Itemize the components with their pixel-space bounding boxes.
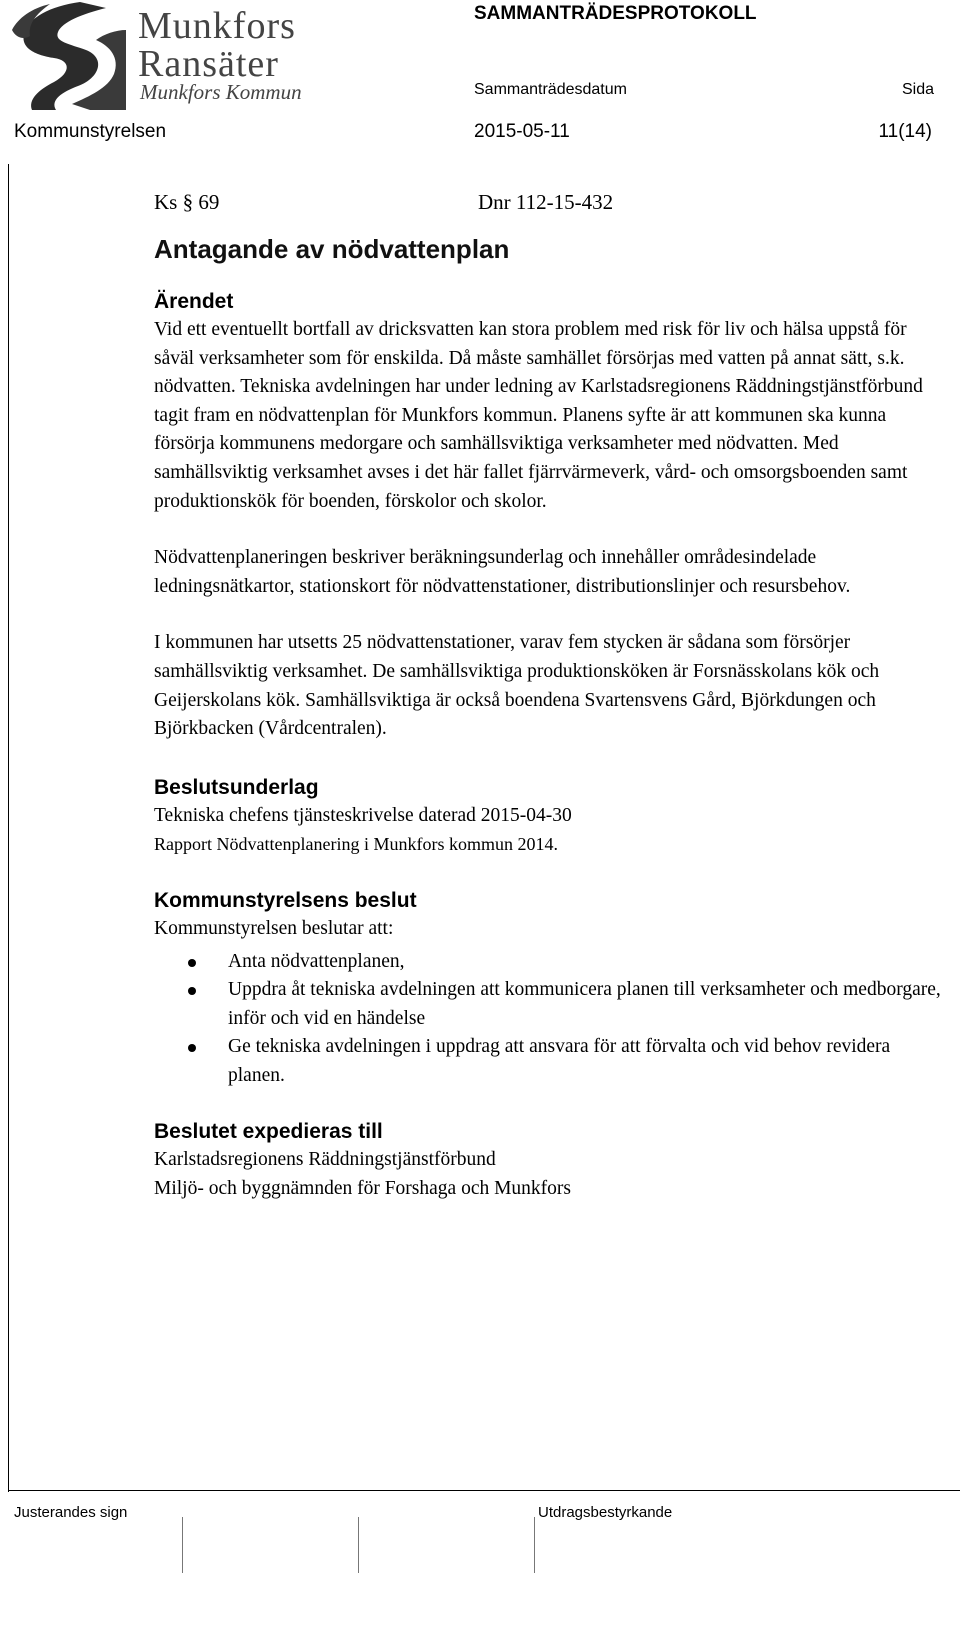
bullet-icon (188, 959, 196, 967)
arendet-paragraph-1: Vid ett eventuellt bortfall av dricksvatten kan stora problem med risk för liv och hälsa uppstå för såväl verksamheter som för enskilda. Då måste samhället försörjas med vatten på annat sätt, s.k. nödvatten. Tekniska avdelningen har under ledning av Karlstadsregionens Räddningstjänstförbund tagit fram en nödvattenplan för Munkfors kommun. Planens syfte är att kommunen ska kunna försörja kommunens medorgare och samhällsviktiga verksamheter med nödvatten. Med samhällsviktig verksamhet avses i det här fallet fjärrvärmeverk, vård- och omsorgsboenden samt produktionskök för boenden, förskolor och skolor. (154, 319, 923, 512)
organization-name: Kommunstyrelsen (14, 121, 167, 142)
recipient-2: Miljö- och byggnämnden för Forshaga och Munkfors (154, 1178, 572, 1200)
date-label: Sammanträdesdatum (474, 81, 627, 98)
logo-line-2: Ransäter (138, 43, 279, 85)
logo-line-3: Munkfors Kommun (140, 80, 302, 104)
beslutsunderlag-heading: Beslutsunderlag (154, 775, 319, 799)
arendet-heading: Ärendet (154, 290, 234, 313)
signature-divider (534, 1517, 535, 1573)
case-number: Ks § 69 (154, 190, 220, 214)
municipality-logo (10, 0, 310, 112)
bullet-icon (188, 987, 196, 995)
extract-certification-label: Utdragsbestyrkande (538, 1504, 673, 1521)
logo-line-1: Munkfors (138, 5, 296, 47)
arendet-paragraph-2: Nödvattenplaneringen beskriver beräkningsunderlag och innehåller områdesindelade ledningsnätkartor, stationskort för nödvattenstationer, distributionslinjer och resursbehov. (154, 547, 851, 597)
signature-label: Justerandes sign (14, 1504, 128, 1521)
case-reference (154, 190, 944, 222)
signature-divider (182, 1517, 183, 1573)
decision-item: Ge tekniska avdelningen i uppdrag att ansvara för att förvalta och vid behov revidera planen. (154, 1033, 944, 1090)
frame-left-border (8, 164, 9, 1492)
diary-number: Dnr 112-15-432 (478, 190, 614, 214)
protocol-body (154, 190, 944, 1204)
document-type: SAMMANTRÄDESPROTOKOLL (474, 3, 757, 24)
signature-divider (358, 1517, 359, 1573)
beslut-intro: Kommunstyrelsen beslutar att: (154, 917, 394, 939)
page-number: 11(14) (878, 121, 932, 142)
page-label: Sida (901, 81, 934, 98)
decision-list (154, 948, 944, 1091)
page-title: Antagande av nödvattenplan (154, 234, 510, 264)
beslutsunderlag-item-2: Rapport Nödvattenplanering i Munkfors kommun 2014. (154, 834, 558, 855)
frame-bottom-border (8, 1490, 960, 1491)
recipient-1: Karlstadsregionens Räddningstjänstförbund (154, 1149, 496, 1171)
beslut-heading: Kommunstyrelsens beslut (154, 888, 417, 912)
meeting-date: 2015-05-11 (474, 121, 570, 142)
bullet-icon (188, 1044, 196, 1052)
river-logo-icon (10, 0, 128, 112)
beslutsunderlag-item-1: Tekniska chefens tjänsteskrivelse daterad 2015-04-30 (154, 804, 572, 826)
expedieras-heading: Beslutet expedieras till (154, 1120, 383, 1144)
decision-item: Uppdra åt tekniska avdelningen att kommunicera planen till verksamheter och medborgare, inför och vid en händelse (154, 976, 944, 1033)
decision-item: Anta nödvattenplanen, (154, 948, 944, 977)
arendet-paragraph-3: I kommunen har utsetts 25 nödvattenstationer, varav fem stycken är sådana som försörjer samhällsviktig verksamhet. De samhällsviktiga produktionsköken är Forsnässkolans kök och Geijerskolans kök. Samhällsviktiga är också boendena Svartensvens Gård, Björkdungen och Björkbacken (Vårdcentralen). (154, 632, 880, 740)
